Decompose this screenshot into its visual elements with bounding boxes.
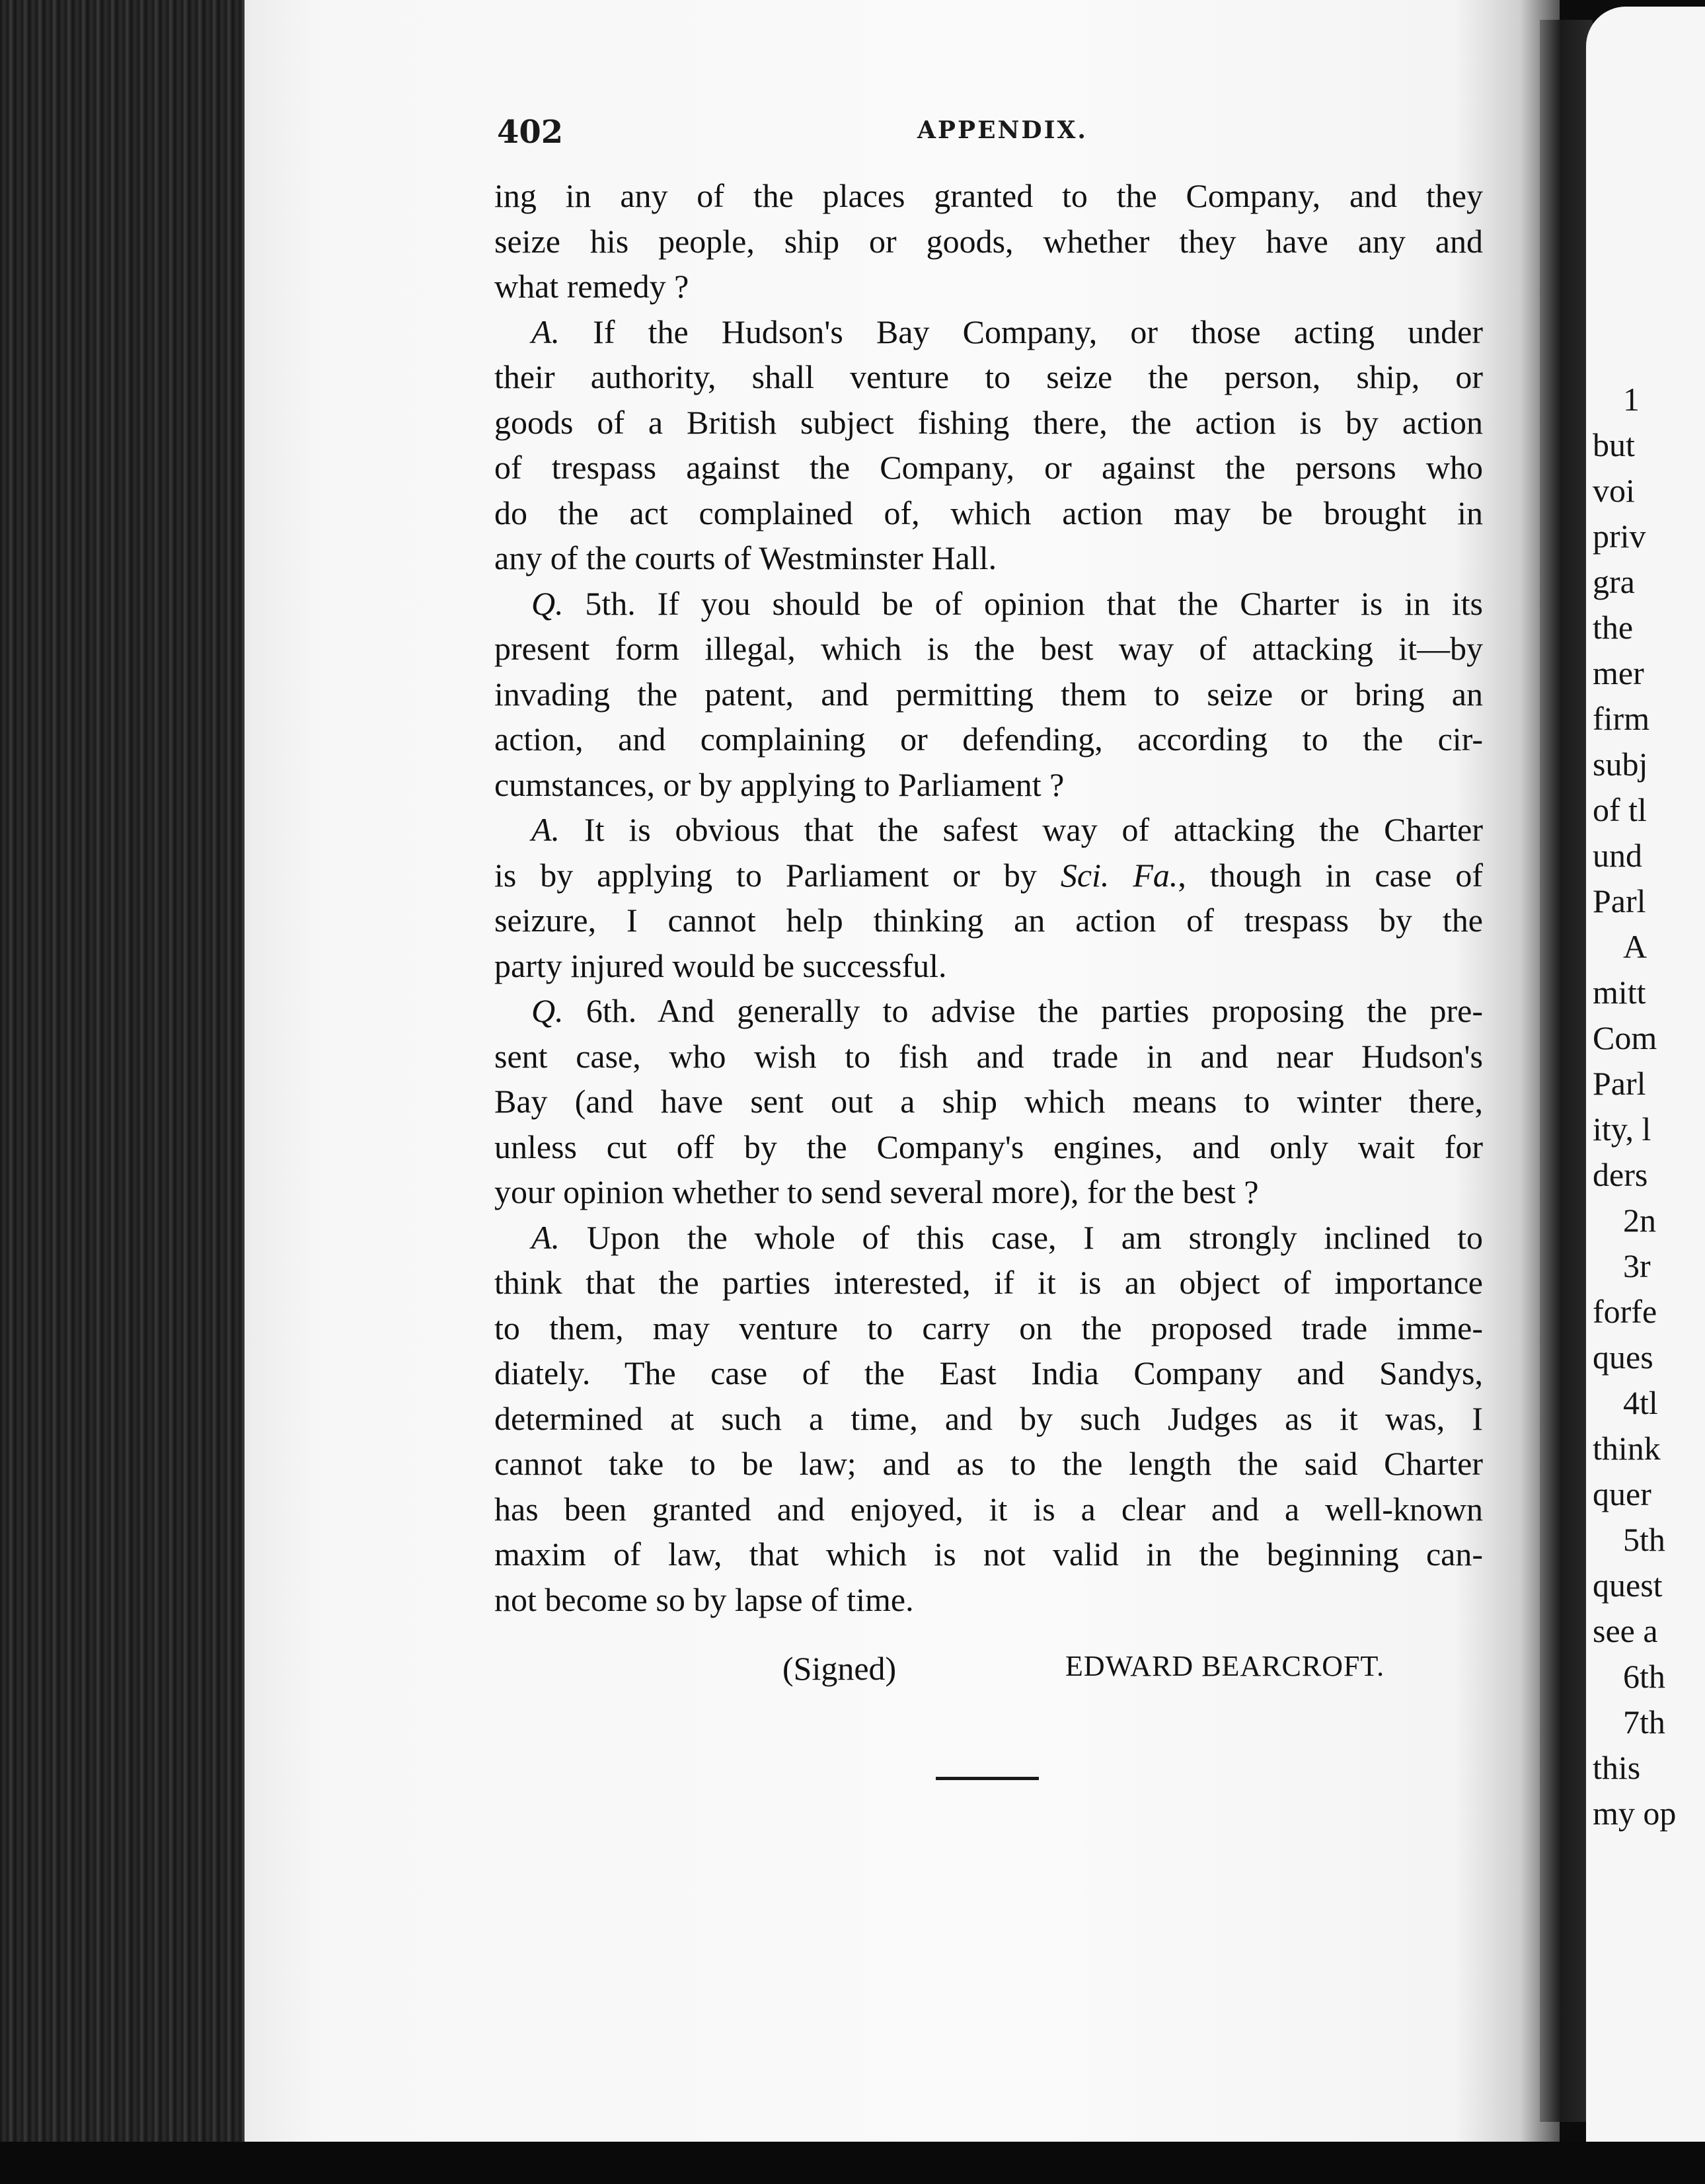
text-segment: your opinion whether to send several more), for the best ? [494,1173,1259,1210]
right-page-line: subj [1593,746,1648,783]
text-segment: seizure, I cannot help thinking an action of trespass by the [494,902,1483,939]
right-page-line: forfe [1593,1293,1657,1330]
right-page-line: A [1623,928,1648,965]
right-page-line: but [1593,426,1635,463]
end-rule [936,1777,1039,1780]
text-line [494,173,1483,219]
text-line [494,626,1483,672]
book-edge-left [0,0,245,2142]
text-line [494,807,1483,853]
right-page-line: gra [1593,563,1635,600]
right-page-line: firm [1593,700,1650,737]
text-line [494,1487,1483,1532]
text-segment: party injured would be successful. [494,947,947,984]
text-line [494,1532,1483,1577]
text-line [494,988,1483,1034]
text-segment: any of the courts of Westminster Hall. [494,539,997,576]
right-page-line: my op [1593,1795,1677,1832]
right-page-line: the [1593,609,1634,646]
text-line [494,672,1483,717]
text-segment: their authority, shall venture to seize the person, ship, or [494,358,1483,395]
right-page-line: 1 [1623,381,1640,418]
right-page-line: ity, l [1593,1111,1651,1148]
signed-label: (Signed) [782,1650,897,1687]
text-line [494,1124,1483,1170]
text-segment: Bay (and have sent out a ship which means to winter there, [494,1083,1483,1120]
text-segment: Q. [531,992,564,1029]
right-page-line: 4tl [1623,1384,1658,1421]
text-line [494,1441,1483,1487]
right-page-line: ques [1593,1339,1653,1376]
text-segment: Sci. Fa. [1060,856,1178,894]
text-line [494,853,1483,898]
body-text [494,173,1483,1622]
text-segment: Q. [531,584,564,622]
text-line [494,354,1483,400]
right-page-line: quest [1593,1567,1663,1604]
text-line [494,535,1483,581]
text-segment: cannot take to be law; and as to the length the said Charter [494,1445,1483,1482]
text-line [494,219,1483,264]
right-page-line: mitt [1593,974,1646,1011]
text-line [494,445,1483,490]
right-page-line: 3r [1623,1247,1651,1284]
signatory-name: EDWARD BEARCROFT. [1065,1650,1385,1682]
text-segment: do the act complained of, which action may be brought in [494,494,1483,531]
right-page-line: priv [1593,518,1646,555]
text-line [494,490,1483,536]
right-page-line: of tl [1593,791,1647,828]
text-segment: A. [531,313,560,350]
right-page-line: see a [1593,1612,1658,1649]
text-segment: what remedy ? [494,268,689,305]
right-page-line: this [1593,1749,1641,1786]
text-line [494,717,1483,762]
text-segment: sent case, who wish to fish and trade in and near Hudson's [494,1037,1483,1075]
right-page-line: ders [1593,1156,1648,1193]
right-page-line: quer [1593,1475,1651,1512]
text-line [494,264,1483,309]
text-segment: 6th. And generally to advise the parties proposing the pre- [563,992,1483,1029]
right-page-line: 2n [1623,1202,1656,1239]
text-segment: seize his people, ship or goods, whether they have any and [494,222,1483,260]
text-line [494,1034,1483,1079]
signature-block [494,1649,1483,1696]
text-segment: A. [531,1218,560,1256]
text-line [494,581,1483,627]
text-line [494,309,1483,355]
page-right [1586,7,1705,2148]
text-line [494,762,1483,808]
text-segment: It is obvious that the safest way of attacking the Charter [560,811,1483,848]
text-segment: unless cut off by the Company's engines, and only wait for [494,1128,1483,1165]
text-segment: is by applying to Parliament or by [494,856,1061,894]
bottom-shadow [0,2142,1705,2184]
right-page-line: think [1593,1430,1661,1467]
right-page-line: voi [1593,472,1635,509]
text-segment: to them, may venture to carry on the proposed trade imme- [494,1309,1483,1346]
right-page-line: Parl [1593,882,1646,919]
right-page-text [1593,377,1705,1836]
text-segment: invading the patent, and permitting them to seize or bring an [494,675,1483,713]
right-page-line: 7th [1623,1703,1665,1740]
text-line [494,943,1483,989]
book-gutter [1540,20,1593,2122]
text-line [494,898,1483,943]
text-segment: ing in any of the places granted to the Company, and they [494,177,1483,214]
text-segment: diately. The case of the East India Company and Sandys, [494,1354,1483,1391]
running-head: APPENDIX. [917,116,1088,144]
text-segment: If the Hudson's Bay Company, or those acting under [560,313,1483,350]
text-segment: goods of a British subject fishing there, the action is by action [494,403,1483,441]
right-page-line: mer [1593,654,1644,691]
text-segment: action, and complaining or defending, according to the cir- [494,721,1483,758]
text-segment: A. [531,811,560,848]
text-segment: maxim of law, that which is not valid in the beginning can- [494,1536,1483,1573]
text-line [494,1215,1483,1261]
text-segment: 5th. If you should be of opinion that the Charter is in its [563,584,1483,622]
text-line [494,1577,1483,1623]
text-segment: not become so by lapse of time. [494,1580,914,1618]
right-page-line: Parl [1593,1065,1646,1102]
text-line [494,1260,1483,1306]
text-segment: think that the parties interested, if it is an object of importance [494,1264,1483,1301]
text-segment: present form illegal, which is the best way of attacking it—by [494,630,1483,667]
text-segment: Upon the whole of this case, I am strongly inclined to [560,1218,1483,1256]
text-line [494,1396,1483,1442]
text-segment: of trespass against the Company, or against the persons who [494,449,1483,486]
text-line [494,1079,1483,1124]
right-page-line: 6th [1623,1658,1665,1695]
text-segment: , though in case of [1178,856,1483,894]
page-number: 402 [497,114,564,151]
right-page-line: Com [1593,1019,1657,1056]
right-page-line: und [1593,837,1642,874]
right-page-line: 5th [1623,1521,1665,1558]
text-line [494,1306,1483,1351]
text-segment: determined at such a time, and by such Judges as it was, I [494,1399,1483,1437]
text-segment: has been granted and enjoyed, it is a clear and a well-known [494,1490,1483,1528]
text-line [494,1350,1483,1396]
text-line [494,400,1483,446]
text-segment: cumstances, or by applying to Parliament ? [494,765,1065,803]
text-line [494,1169,1483,1215]
